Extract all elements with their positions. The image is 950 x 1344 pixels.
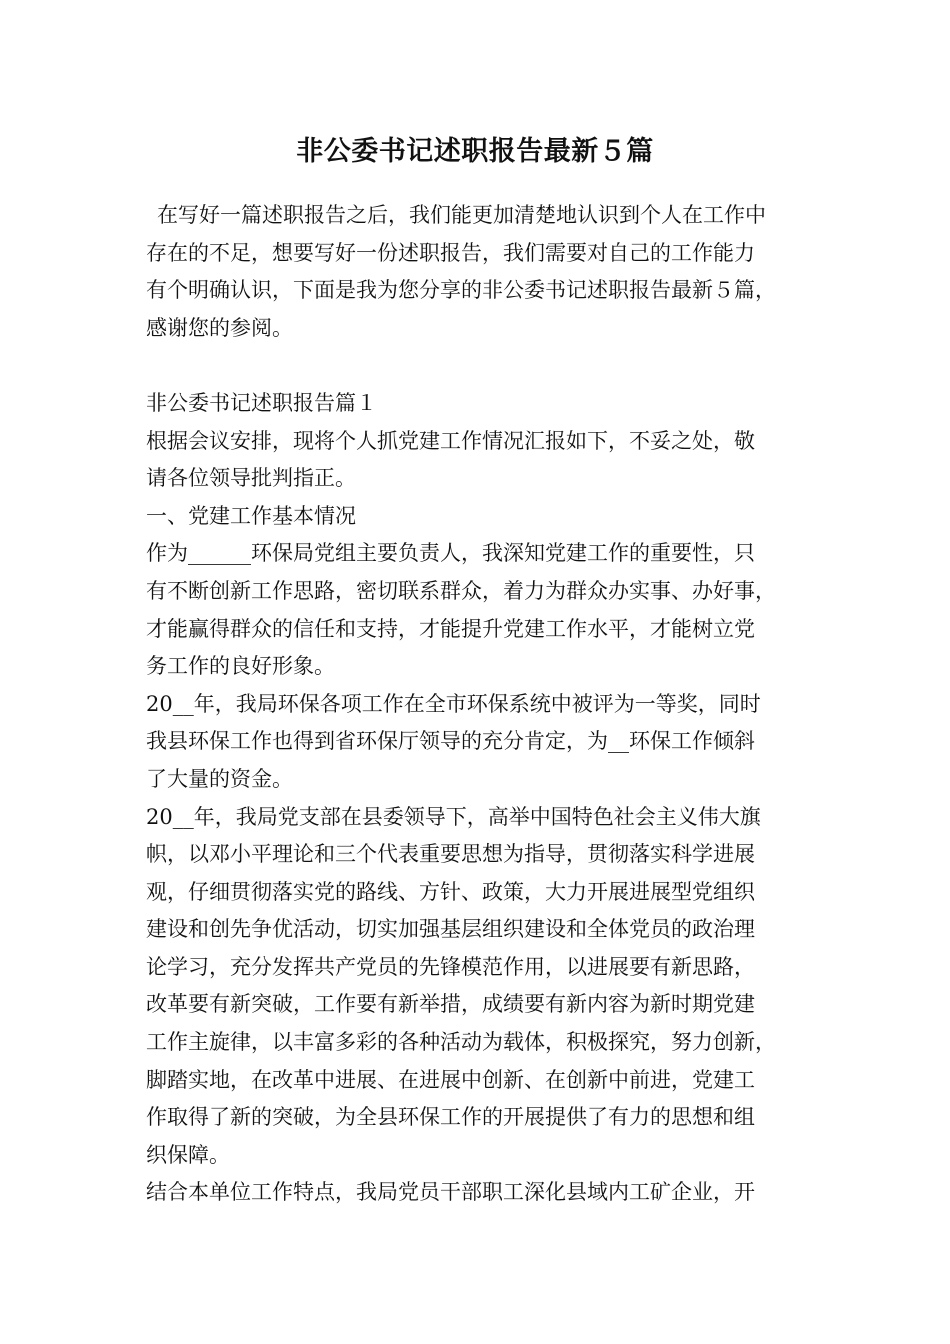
body-line: 观，仔细贯彻落实党的路线、方针、政策，大力开展进展型党组织 (146, 879, 755, 904)
document-body (146, 197, 826, 1212)
body-line: 论学习，充分发挥共产党员的先锋模范作用，以进展要有新思路， (146, 954, 755, 979)
body-line: 我县环保工作也得到省环保厅领导的充分肯定，为__环保工作倾斜 (146, 729, 755, 754)
intro-paragraph-line: 存在的不足，想要写好一份述职报告，我们需要对自己的工作能力 (146, 240, 755, 265)
intro-paragraph-line: 在写好一篇述职报告之后，我们能更加清楚地认识到个人在工作中 (157, 203, 766, 227)
body-line: 脚踏实地，在改革中进展、在进展中创新、在创新中前进，党建工 (146, 1067, 755, 1092)
body-line: 请各位领导批判指正。 (146, 466, 356, 491)
section-heading: 非公委书记述职报告篇１ (146, 390, 377, 415)
body-line: 根据会议安排，现将个人抓党建工作情况汇报如下，不妥之处，敬 (146, 428, 755, 453)
body-line: 有不断创新工作思路，密切联系群众，着力为群众办实事、办好事， (146, 578, 776, 603)
body-line: 20__年，我局环保各项工作在全市环保系统中被评为一等奖，同时 (146, 691, 761, 716)
subsection-heading: 一、党建工作基本情况 (146, 503, 356, 528)
document-title: 非公委书记述职报告最新５篇 (296, 136, 654, 167)
body-line: 作为______环保局党组主要负责人，我深知党建工作的重要性，只 (146, 541, 755, 566)
body-line: 建设和创先争优活动，切实加强基层组织建设和全体党员的政治理 (146, 917, 755, 942)
body-line: 改革要有新突破，工作要有新举措，成绩要有新内容为新时期党建 (146, 992, 755, 1017)
body-line: 作取得了新的突破，为全县环保工作的开展提供了有力的思想和组 (146, 1105, 755, 1130)
body-line: 务工作的良好形象。 (146, 654, 335, 679)
body-line: 结合本单位工作特点，我局党员干部职工深化县域内工矿企业，开 (146, 1180, 755, 1205)
body-line: 帜，以邓小平理论和三个代表重要思想为指导，贯彻落实科学进展 (146, 842, 755, 867)
body-line: 20__年，我局党支部在县委领导下，高举中国特色社会主义伟大旗 (146, 804, 761, 829)
body-line: 织保障。 (146, 1142, 230, 1167)
body-line: 工作主旋律，以丰富多彩的各种活动为载体，积极探究，努力创新， (146, 1030, 776, 1055)
body-line: 了大量的资金。 (146, 766, 293, 791)
intro-paragraph-line: 有个明确认识，下面是我为您分享的非公委书记述职报告最新５篇， (146, 278, 776, 303)
body-line: 才能赢得群众的信任和支持，才能提升党建工作水平，才能树立党 (146, 616, 755, 641)
paragraph-spacer (146, 347, 826, 385)
intro-paragraph-line: 感谢您的参阅。 (146, 315, 293, 340)
